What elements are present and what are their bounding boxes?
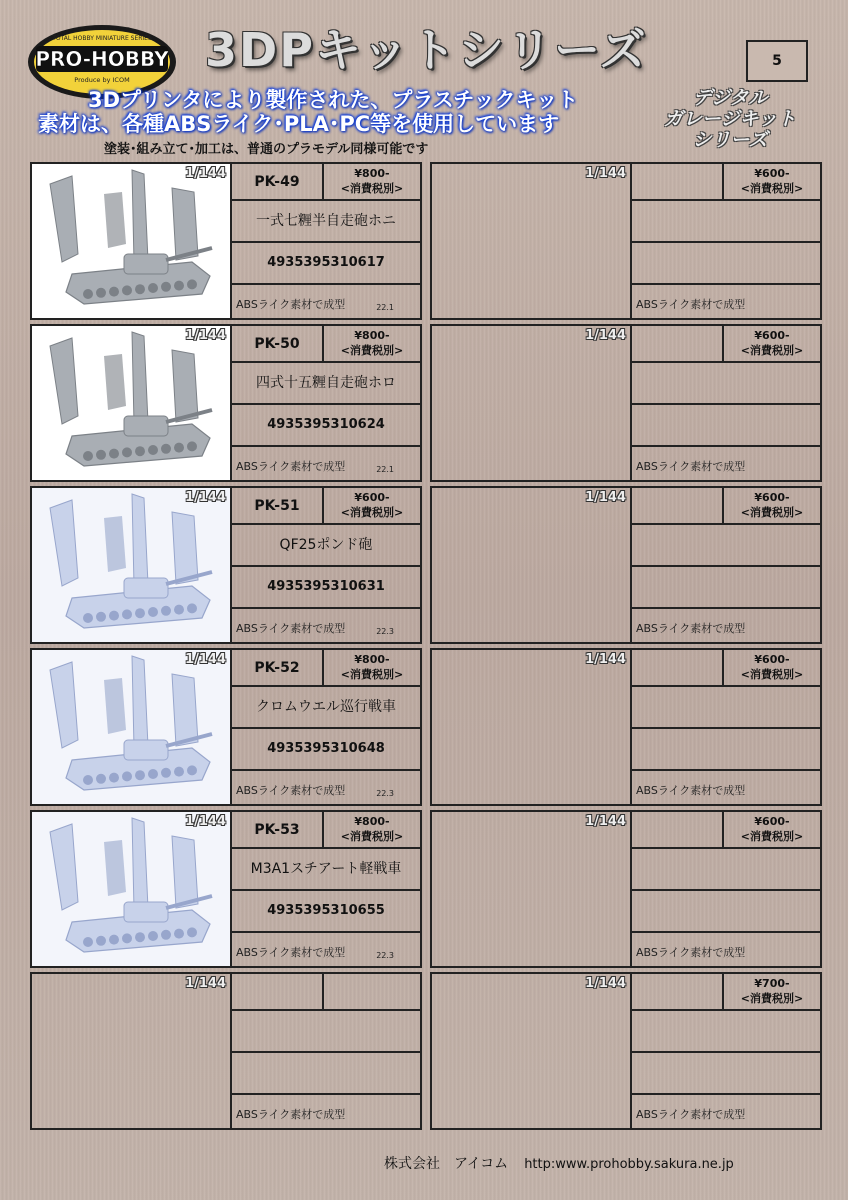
price-block [324, 650, 420, 687]
material-label: ABSライク素材で成型 [636, 946, 746, 959]
tax-note: <消費税別> [340, 506, 404, 519]
product-name [632, 201, 820, 243]
material-label: ABSライク素材で成型 [236, 784, 346, 797]
jan-code [632, 729, 820, 771]
product-photo [432, 488, 632, 642]
scale-label: 1/144 [185, 814, 226, 829]
price: ¥600- [754, 491, 790, 504]
jan-code [632, 891, 820, 933]
price: ¥600- [354, 491, 390, 504]
material-row [232, 771, 420, 804]
product-photo [32, 488, 232, 642]
price: ¥600- [754, 815, 790, 828]
tax-note: <消費税別> [740, 344, 804, 357]
price: ¥800- [354, 815, 390, 828]
product-name: QF25ポンド砲 [232, 525, 420, 567]
product-panel [430, 486, 822, 644]
product-name: クロムウエル巡行戦車 [232, 687, 420, 729]
material-label: ABSライク素材で成型 [636, 298, 746, 311]
material-row [632, 447, 820, 480]
product-panel [30, 486, 422, 644]
product-info [632, 650, 820, 804]
product-code [632, 650, 724, 685]
product-panel [430, 162, 822, 320]
product-name [632, 363, 820, 405]
jan-code: 4935395310631 [232, 567, 420, 609]
scale-label: 1/144 [185, 328, 226, 343]
release-date: 22.1 [376, 303, 394, 312]
series-tag-line-1: デジタル [692, 87, 768, 109]
product-photo [432, 164, 632, 318]
material-label: ABSライク素材で成型 [236, 1108, 346, 1121]
product-photo [32, 326, 232, 480]
code-price-row [232, 812, 420, 849]
release-date: 22.1 [376, 465, 394, 474]
product-panel [30, 162, 422, 320]
tax-note: <消費税別> [740, 182, 804, 195]
tax-note: <消費税別> [340, 182, 404, 195]
jan-code [232, 1053, 420, 1095]
scale-label: 1/144 [585, 814, 626, 829]
product-info [232, 164, 420, 318]
code-price-row [632, 650, 820, 687]
price-block [324, 326, 420, 363]
product-info [232, 326, 420, 480]
code-price-row [232, 488, 420, 525]
series-tag [640, 88, 820, 151]
product-code: PK-52 [232, 650, 324, 685]
release-date: 22.3 [376, 951, 394, 960]
product-panel [30, 810, 422, 968]
tax-note: <消費税別> [340, 668, 404, 681]
price: ¥800- [354, 167, 390, 180]
product-panel [430, 972, 822, 1130]
code-price-row [232, 326, 420, 363]
price-block [324, 812, 420, 849]
product-panel [30, 972, 422, 1130]
product-photo [32, 812, 232, 966]
product-info [232, 974, 420, 1128]
code-price-row [632, 488, 820, 525]
material-row [632, 285, 820, 318]
company-name: 株式会社 アイコム [384, 1156, 509, 1172]
release-date: 22.3 [376, 789, 394, 798]
footer [384, 1153, 734, 1173]
jan-code: 4935395310617 [232, 243, 420, 285]
tax-note: <消費税別> [740, 830, 804, 843]
scale-label: 1/144 [185, 652, 226, 667]
material-row [632, 771, 820, 804]
product-info [632, 974, 820, 1128]
product-info [632, 812, 820, 966]
material-label: ABSライク素材で成型 [236, 622, 346, 635]
scale-label: 1/144 [585, 328, 626, 343]
product-code [632, 488, 724, 523]
tax-note: <消費税別> [740, 506, 804, 519]
jan-code [632, 567, 820, 609]
product-photo [32, 164, 232, 318]
product-panel [430, 324, 822, 482]
subtitle-line-2: 素材は、各種ABSライク･PLA･PC等を使用しています [38, 112, 560, 136]
material-row [232, 447, 420, 480]
code-price-row [632, 164, 820, 201]
material-label: ABSライク素材で成型 [636, 460, 746, 473]
product-info [232, 488, 420, 642]
material-label: ABSライク素材で成型 [636, 1108, 746, 1121]
assembly-note: 塗装･組み立て･加工は、普通のプラモデル同様可能です [104, 142, 429, 157]
price: ¥800- [354, 653, 390, 666]
product-name: 四式十五糎自走砲ホロ [232, 363, 420, 405]
scale-label: 1/144 [185, 976, 226, 991]
code-price-row [232, 650, 420, 687]
price: ¥600- [754, 653, 790, 666]
price-block [724, 326, 820, 363]
product-panel [30, 324, 422, 482]
code-price-row [632, 974, 820, 1011]
svg-text:TOTAL HOBBY MINIATURE SERIES: TOTAL HOBBY MINIATURE SERIES [52, 35, 152, 42]
price-block [724, 650, 820, 687]
material-row [232, 933, 420, 966]
product-code: PK-51 [232, 488, 324, 523]
product-code [632, 326, 724, 361]
page-number: 5 [746, 40, 808, 82]
product-code [632, 164, 724, 199]
product-name: 一式七糎半自走砲ホニ [232, 201, 420, 243]
scale-label: 1/144 [185, 490, 226, 505]
product-photo [32, 650, 232, 804]
code-price-row [232, 164, 420, 201]
series-tag-line-3: シリーズ [692, 129, 768, 151]
code-price-row [232, 974, 420, 1011]
material-label: ABSライク素材で成型 [636, 784, 746, 797]
product-name [232, 1011, 420, 1053]
price: ¥700- [754, 977, 790, 990]
product-code [232, 974, 324, 1009]
product-name [632, 687, 820, 729]
scale-label: 1/144 [585, 652, 626, 667]
product-info [632, 326, 820, 480]
svg-text:PRO-HOBBY: PRO-HOBBY [35, 47, 169, 71]
product-photo [432, 974, 632, 1128]
tax-note: <消費税別> [740, 992, 804, 1005]
price: ¥600- [754, 329, 790, 342]
product-photo [432, 812, 632, 966]
product-name [632, 1011, 820, 1053]
code-price-row [632, 812, 820, 849]
material-row [232, 285, 420, 318]
scale-label: 1/144 [585, 490, 626, 505]
material-label: ABSライク素材で成型 [236, 460, 346, 473]
product-info [232, 812, 420, 966]
product-info [232, 650, 420, 804]
material-row [632, 609, 820, 642]
product-code: PK-49 [232, 164, 324, 199]
price-block [324, 488, 420, 525]
product-code: PK-53 [232, 812, 324, 847]
svg-text:Produce by ICOM: Produce by ICOM [74, 76, 130, 84]
page-title: 3DPキットシリーズ [205, 23, 648, 77]
scale-label: 1/144 [185, 166, 226, 181]
material-row [632, 933, 820, 966]
price-block [724, 974, 820, 1011]
product-name [632, 849, 820, 891]
price-block [724, 488, 820, 525]
website-url[interactable]: http:www.prohobby.sakura.ne.jp [524, 1157, 734, 1172]
material-label: ABSライク素材で成型 [236, 946, 346, 959]
price: ¥600- [754, 167, 790, 180]
jan-code [632, 405, 820, 447]
product-photo [432, 650, 632, 804]
jan-code: 4935395310655 [232, 891, 420, 933]
product-photo [32, 974, 232, 1128]
product-panel [430, 648, 822, 806]
product-code [632, 812, 724, 847]
product-code [632, 974, 724, 1009]
price-block [724, 164, 820, 201]
scale-label: 1/144 [585, 166, 626, 181]
jan-code [632, 1053, 820, 1095]
jan-code [632, 243, 820, 285]
price-block [324, 974, 420, 1011]
material-row [232, 609, 420, 642]
material-label: ABSライク素材で成型 [636, 622, 746, 635]
code-price-row [632, 326, 820, 363]
price-block [724, 812, 820, 849]
product-info [632, 488, 820, 642]
jan-code: 4935395310648 [232, 729, 420, 771]
product-code: PK-50 [232, 326, 324, 361]
material-row [232, 1095, 420, 1128]
price: ¥800- [354, 329, 390, 342]
series-tag-line-2: ガレージキット [663, 108, 797, 130]
tax-note: <消費税別> [340, 344, 404, 357]
price-block [324, 164, 420, 201]
product-info [632, 164, 820, 318]
scale-label: 1/144 [585, 976, 626, 991]
tax-note: <消費税別> [740, 668, 804, 681]
subtitle-line-1: 3Dプリンタにより製作された、プラスチックキット [88, 88, 579, 112]
jan-code: 4935395310624 [232, 405, 420, 447]
product-photo [432, 326, 632, 480]
product-name [632, 525, 820, 567]
material-label: ABSライク素材で成型 [236, 298, 346, 311]
release-date: 22.3 [376, 627, 394, 636]
material-row [632, 1095, 820, 1128]
product-panel [430, 810, 822, 968]
tax-note: <消費税別> [340, 830, 404, 843]
product-panel [30, 648, 422, 806]
product-name: M3A1スチアート軽戦車 [232, 849, 420, 891]
